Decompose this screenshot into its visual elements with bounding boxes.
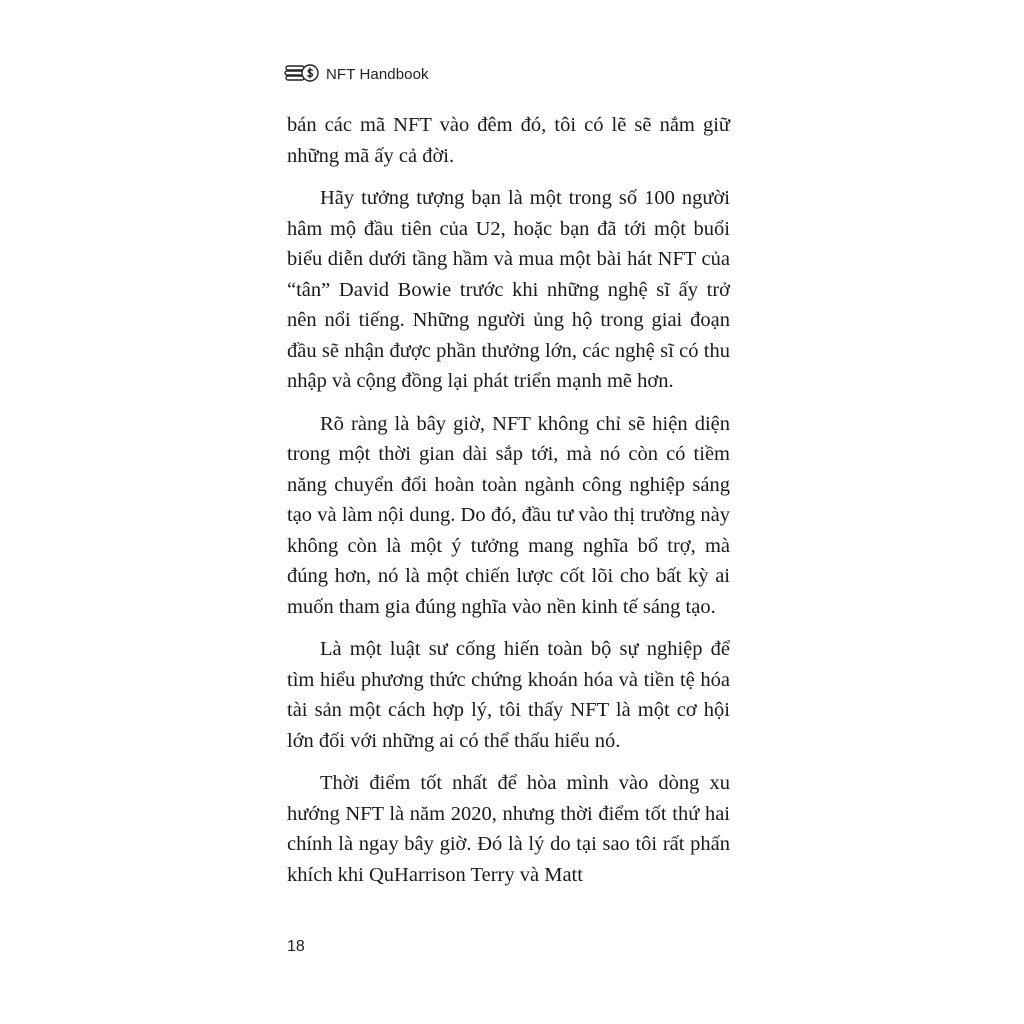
- body-text: [287, 110, 730, 902]
- running-header-title: NFT Handbook: [326, 65, 429, 83]
- paragraph: Rõ ràng là bây giờ, NFT không chỉ sẽ hiện diện trong một thời gian dài sắp tới, mà nó còn có tiềm năng chuyển đổi hoàn toàn ngành công nghiệp sáng tạo và làm nội dung. Do đó, đầu tư vào thị trường này không còn là một ý tưởng mang nghĩa bổ trợ, mà đúng hơn, nó là một chiến lược cốt lõi cho bất kỳ ai muốn tham gia đúng nghĩa vào nền kinh tế sáng tạo.: [287, 412, 730, 618]
- page-number: 18: [287, 938, 305, 955]
- paragraph: Hãy tưởng tượng bạn là một trong số 100 người hâm mộ đầu tiên của U2, hoặc bạn đã tới một buổi biểu diễn dưới tầng hầm và mua một bài hát NFT của “tân” David Bowie trước khi những nghệ sĩ ấy trở nên nổi tiếng. Những người ủng hộ trong giai đoạn đầu sẽ nhận được phần thưởng lớn, các nghệ sĩ có thu nhập và cộng đồng lại phát triển mạnh mẽ hơn.: [287, 187, 730, 392]
- paragraph: Là một luật sư cống hiến toàn bộ sự nghiệp để tìm hiểu phương thức chứng khoán hóa và tiền tệ hóa tài sản một cách hợp lý, tôi thấy NFT là một cơ hội lớn đối với những ai có thể thấu hiểu nó.: [287, 638, 730, 752]
- paragraph: Thời điểm tốt nhất để hòa mình vào dòng xu hướng NFT là năm 2020, nhưng thời điểm tốt thứ hai chính là ngay bây giờ. Đó là lý do tại sao tôi rất phấn khích khi QuHarrison Terry và Matt: [287, 772, 730, 886]
- running-header: [284, 60, 429, 88]
- paragraph-continuation: bán các mã NFT vào đêm đó, tôi có lẽ sẽ nắm giữ những mã ấy cả đời.: [287, 114, 730, 167]
- coin-stack-icon: [284, 61, 320, 87]
